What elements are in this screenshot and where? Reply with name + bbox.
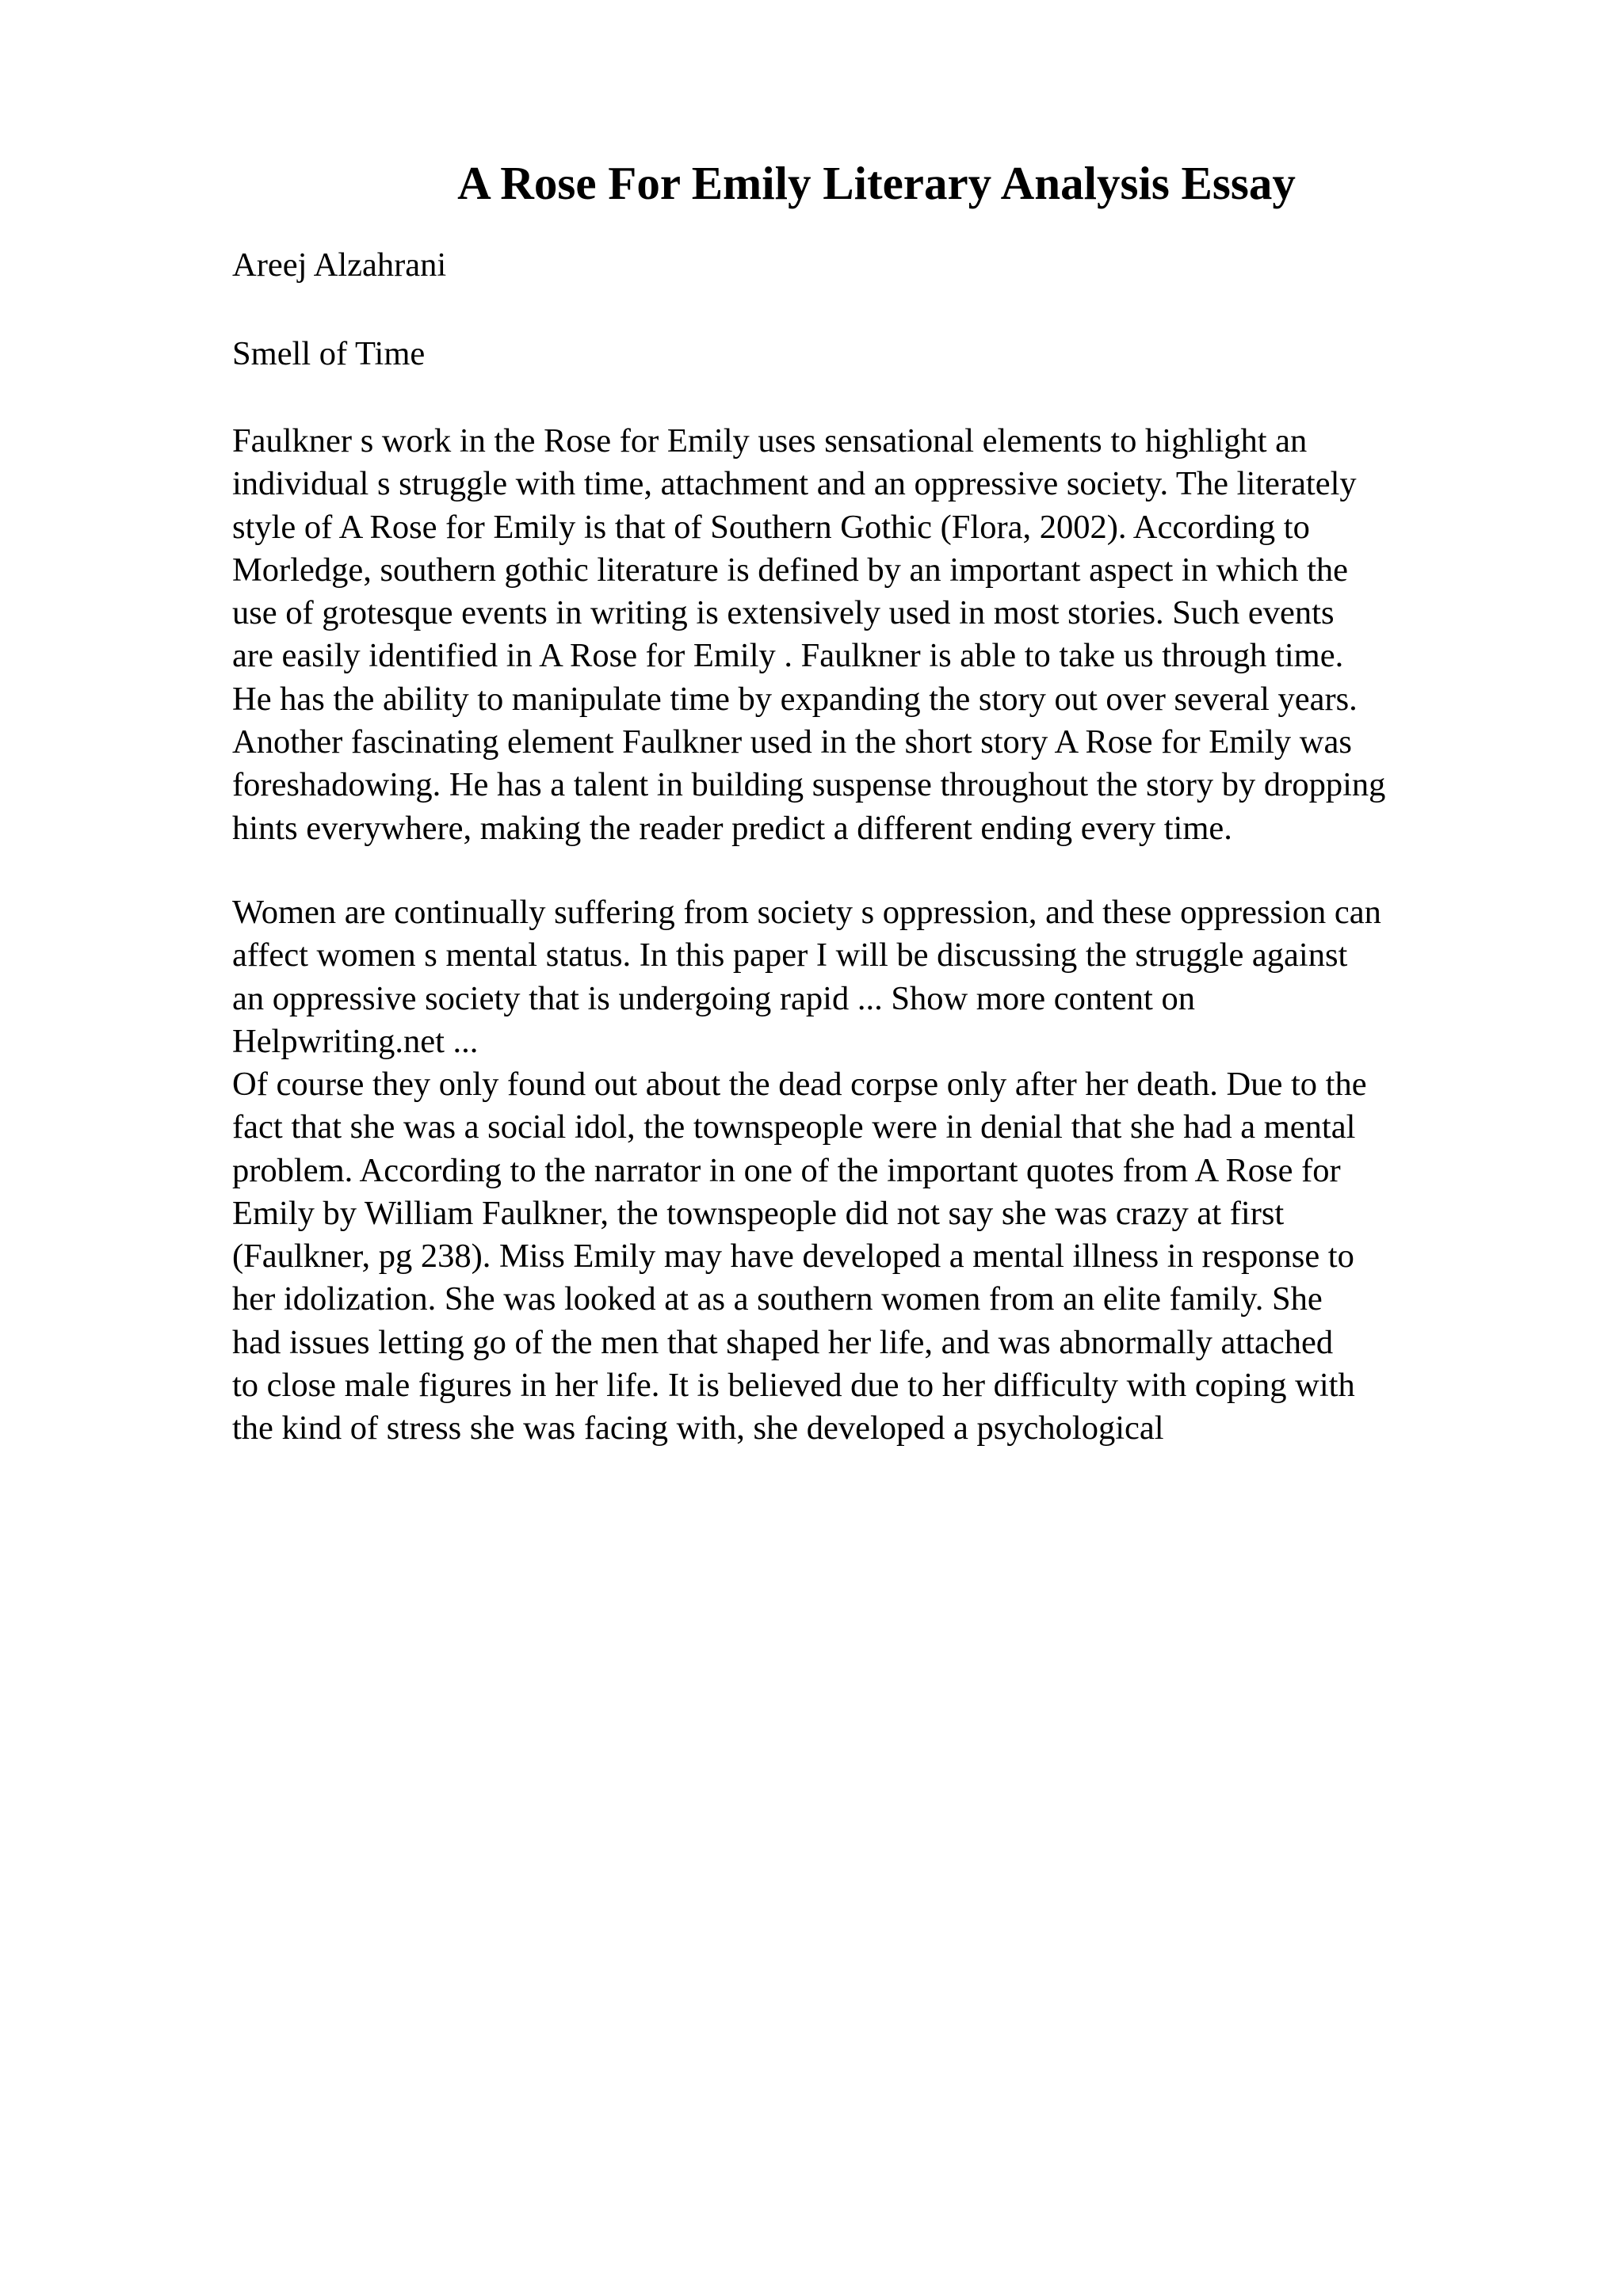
text-line: Emily by William Faulkner, the townspeople did not say she was crazy at first bbox=[232, 1194, 1285, 1232]
text-line: Faulkner s work in the Rose for Emily uses sensational elements to highlight an bbox=[232, 422, 1308, 460]
text-line: fact that she was a social idol, the townspeople were in denial that she had a mental bbox=[232, 1108, 1356, 1146]
text-line: Helpwriting.net ... bbox=[232, 1022, 479, 1060]
text-line: Of course they only found out about the dead corpse only after her death. Due to the bbox=[232, 1066, 1367, 1103]
text-line: hints everywhere, making the reader predict a different ending every time. bbox=[232, 809, 1232, 847]
text-line: use of grotesque events in writing is extensively used in most stories. Such events bbox=[232, 594, 1335, 632]
essay-subtitle: Smell of Time bbox=[232, 335, 426, 372]
text-line: individual s struggle with time, attachment and an oppressive society. The literately bbox=[232, 465, 1357, 503]
text-line: affect women s mental status. In this paper I will be discussing the struggle against bbox=[232, 936, 1348, 974]
paragraph-1 bbox=[232, 420, 1532, 850]
text-line: He has the ability to manipulate time by expanding the story out over several years. bbox=[232, 680, 1358, 718]
text-line: an oppressive society that is undergoing rapid ... Show more content on bbox=[232, 979, 1195, 1017]
text-line: Morledge, southern gothic literature is defined by an important aspect in which the bbox=[232, 551, 1348, 589]
text-line: the kind of stress she was facing with, she developed a psychological bbox=[232, 1409, 1164, 1447]
paragraph-3 bbox=[232, 1063, 1532, 1451]
text-line: problem. According to the narrator in one of the important quotes from A Rose for bbox=[232, 1151, 1341, 1189]
text-line: had issues letting go of the men that shaped her life, and was abnormally attached bbox=[232, 1323, 1334, 1361]
paragraph-2 bbox=[232, 891, 1532, 1063]
text-line: to close male figures in her life. It is believed due to her difficulty with coping with bbox=[232, 1367, 1355, 1405]
text-line: Women are continually suffering from society s oppression, and these oppression can bbox=[232, 894, 1381, 931]
text-line: her idolization. She was looked at as a southern women from an elite family. She bbox=[232, 1280, 1323, 1318]
author-name: Areej Alzahrani bbox=[232, 246, 447, 284]
text-line: are easily identified in A Rose for Emily . Faulkner is able to take us through time. bbox=[232, 637, 1344, 675]
text-line: foreshadowing. He has a talent in building suspense throughout the story by dropping bbox=[232, 766, 1386, 804]
text-line: style of A Rose for Emily is that of Southern Gothic (Flora, 2002). According to bbox=[232, 508, 1310, 546]
text-line: Another fascinating element Faulkner used in the short story A Rose for Emily was bbox=[232, 723, 1352, 761]
text-line: (Faulkner, pg 238). Miss Emily may have developed a mental illness in response to bbox=[232, 1238, 1354, 1276]
document-title: A Rose For Emily Literary Analysis Essay bbox=[457, 157, 1296, 209]
